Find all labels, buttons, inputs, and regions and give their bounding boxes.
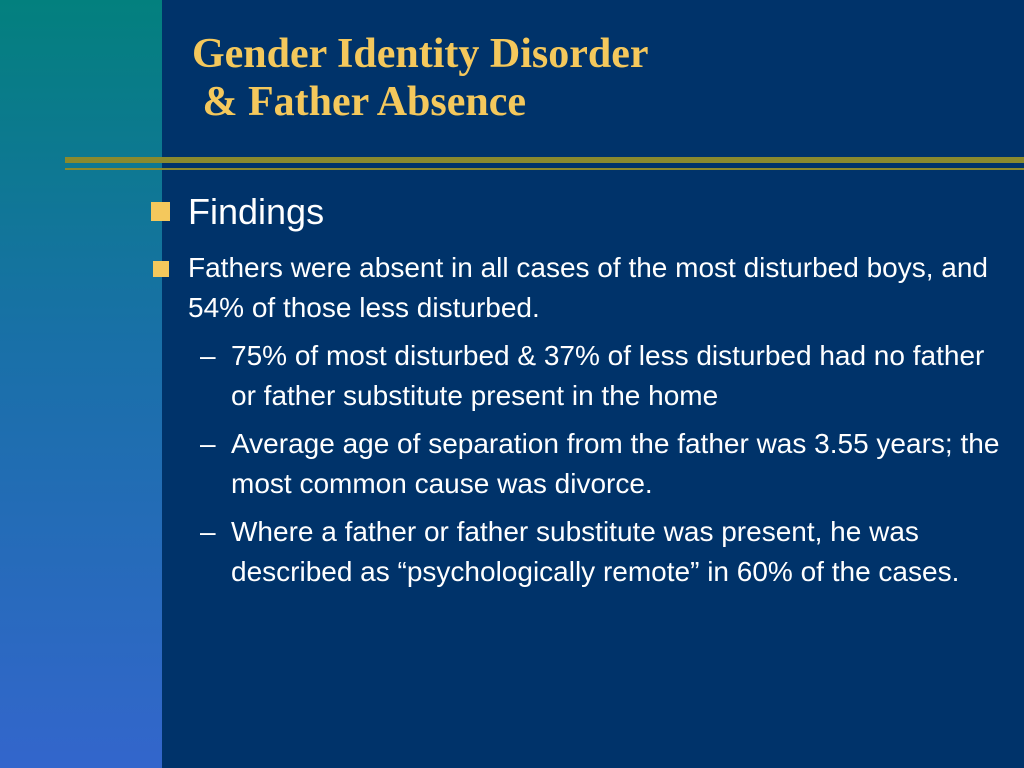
dash-bullet: – xyxy=(200,516,216,547)
sub-bullet-no-father-present xyxy=(148,336,1008,416)
square-bullet-icon xyxy=(153,261,169,277)
sub-bullet-text: Average age of separation from the father was 3.55 years; the most common cause was divorce. xyxy=(231,428,1000,499)
dash-bullet: – xyxy=(200,428,216,459)
bullet-fathers-absent xyxy=(148,248,1008,328)
title-divider-thin xyxy=(65,168,1024,170)
bullet-text: Findings xyxy=(188,191,325,232)
title-line-1: Gender Identity Disorder xyxy=(192,31,649,77)
dash-bullet: – xyxy=(200,340,216,371)
sub-bullet-separation-age xyxy=(148,424,1008,504)
bullet-text: Fathers were absent in all cases of the most disturbed boys, and 54% of those less disturbed. xyxy=(188,252,988,323)
sub-bullet-text: Where a father or father substitute was present, he was described as “psychologically remote” in 60% of the cases. xyxy=(231,516,960,587)
side-gradient-band xyxy=(0,0,162,768)
slide-body xyxy=(148,190,1008,592)
sub-bullet-psychologically-remote xyxy=(148,512,1008,592)
square-bullet-icon xyxy=(151,202,170,221)
title-line-2: & Father Absence xyxy=(192,79,527,125)
bullet-findings xyxy=(148,190,1008,234)
sub-bullet-text: 75% of most disturbed & 37% of less disturbed had no father or father substitute present in the home xyxy=(231,340,985,411)
slide-title xyxy=(192,30,992,126)
title-divider-thick xyxy=(65,157,1024,163)
